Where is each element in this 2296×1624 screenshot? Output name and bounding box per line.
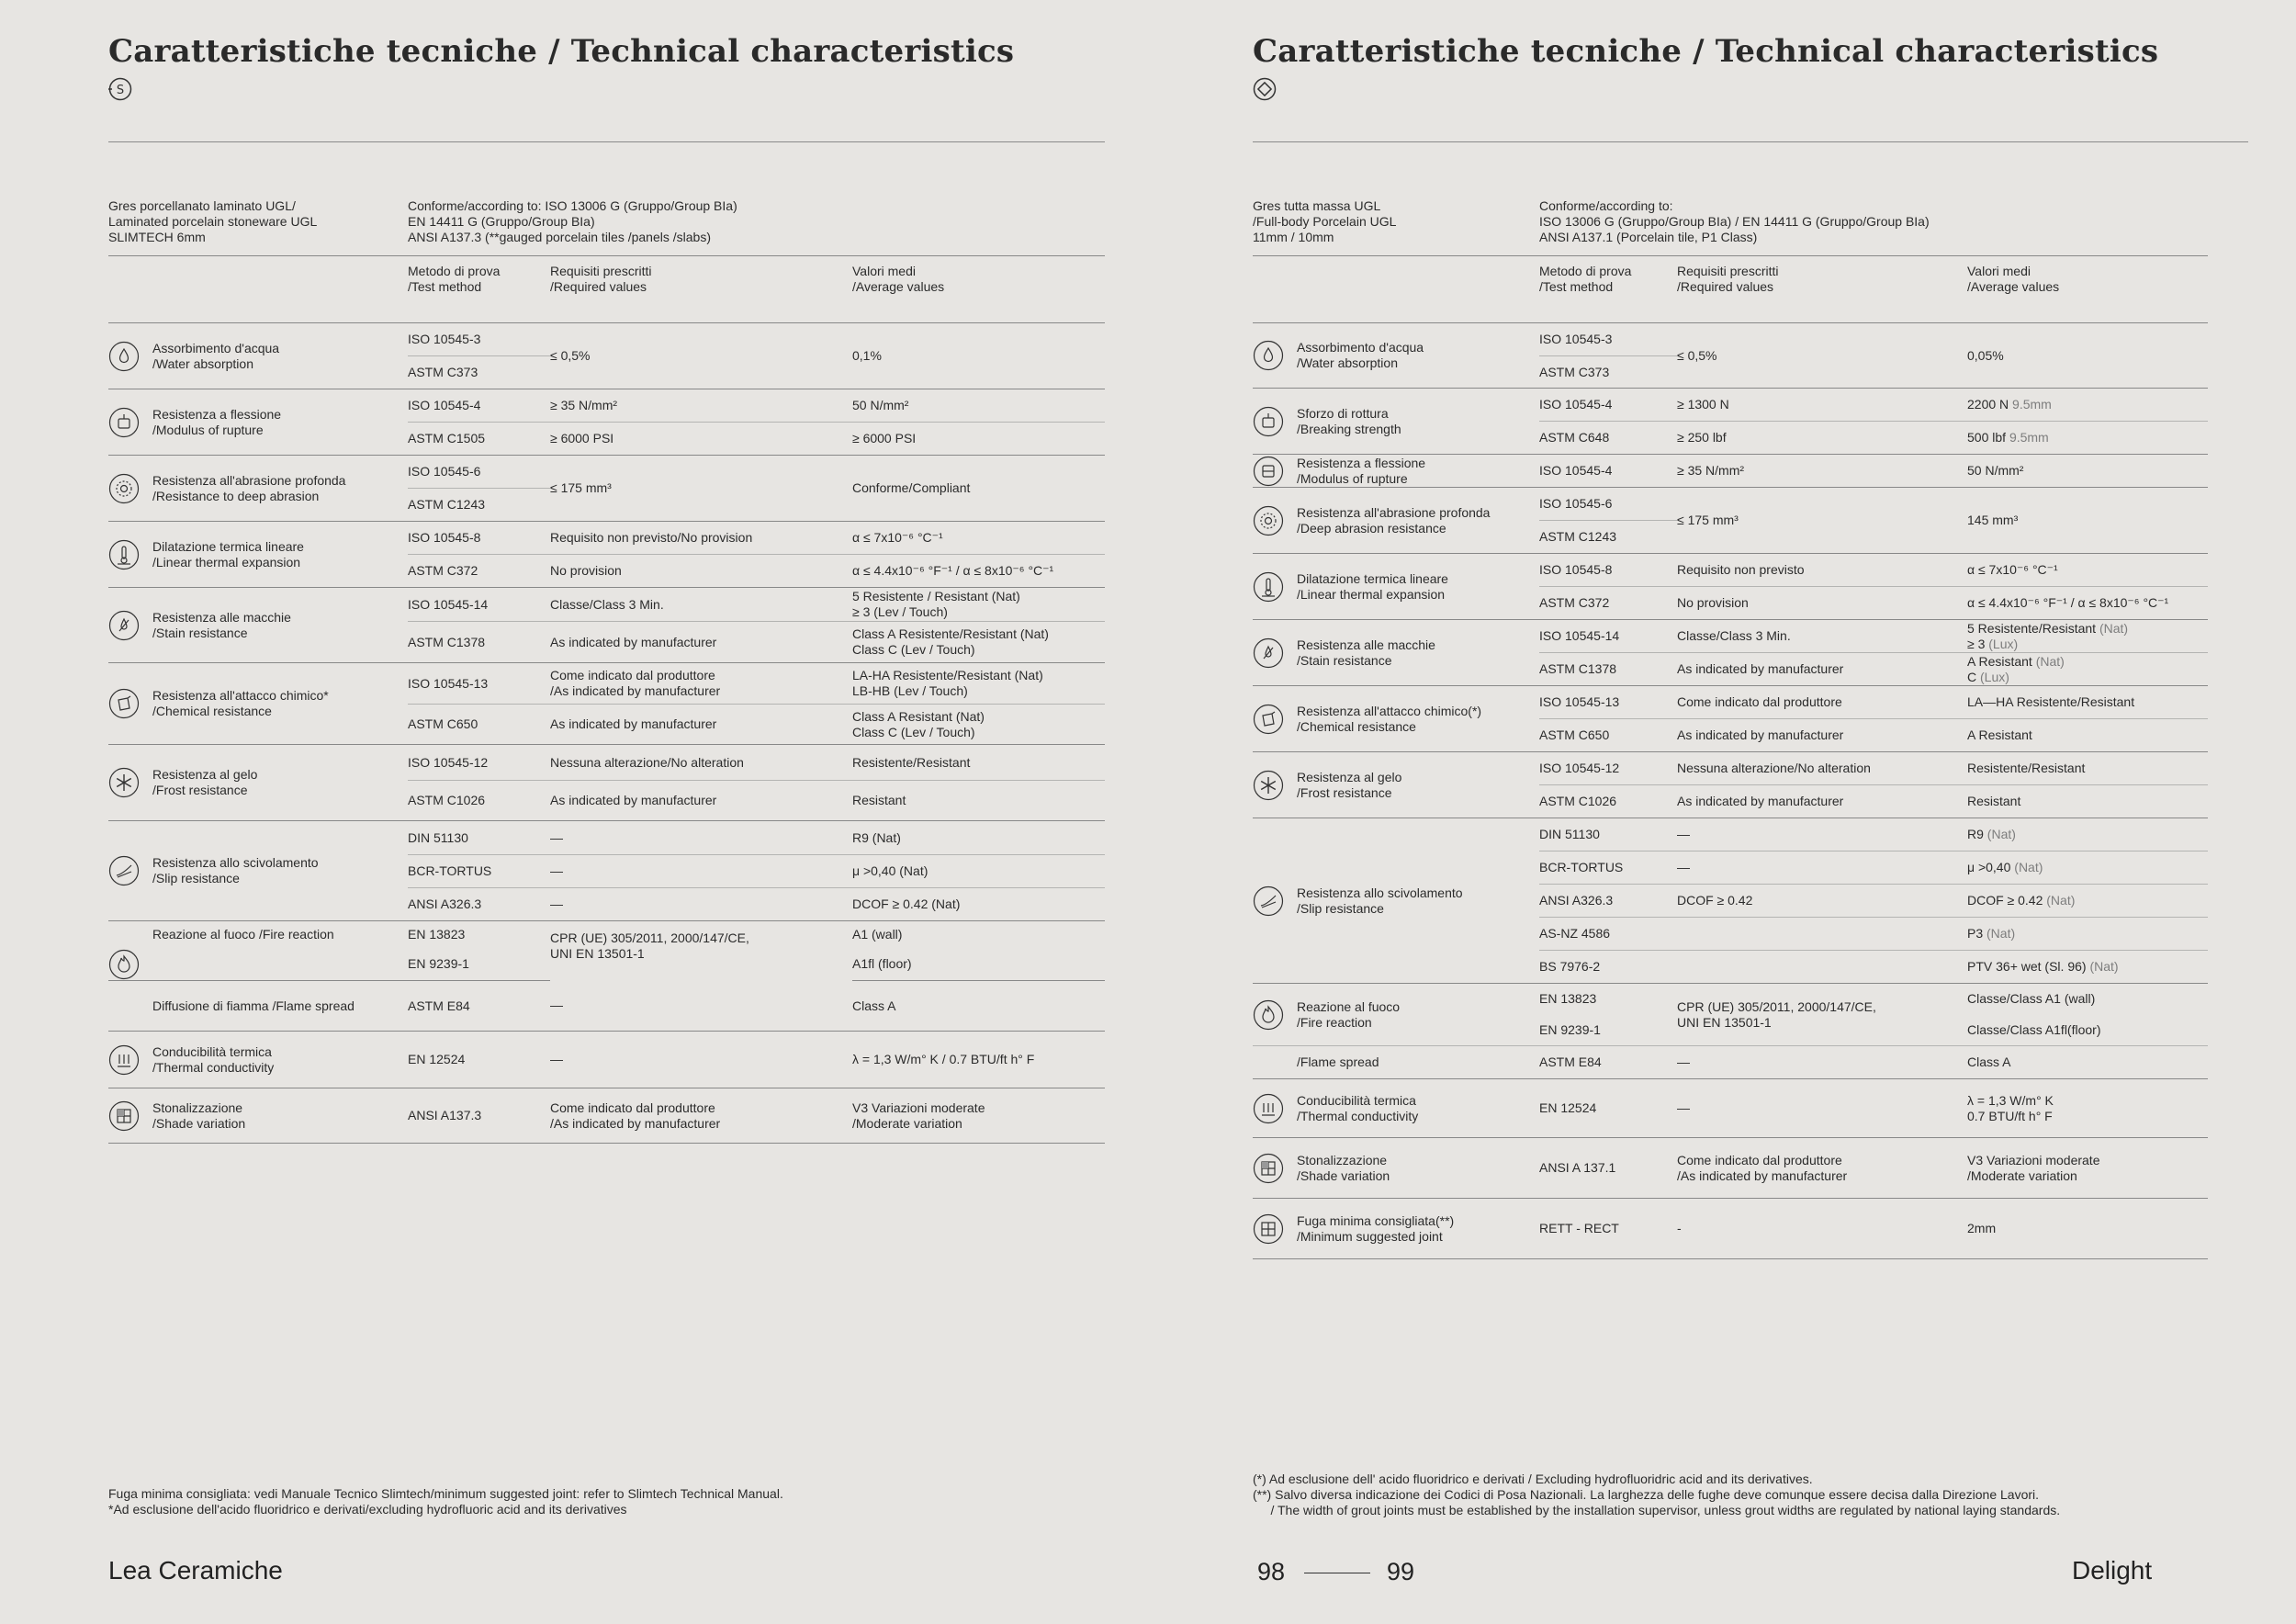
value: C xyxy=(1967,669,1977,684)
test-method: ANSI A137.3 xyxy=(408,1088,550,1144)
average-value: DCOF ≥ 0.42 (Nat) xyxy=(852,888,1105,921)
svg-text:S: S xyxy=(116,84,125,97)
average-value xyxy=(1967,653,2208,686)
table-row xyxy=(1253,389,2208,422)
average-value xyxy=(1967,422,2208,455)
test-method: ASTM E84 xyxy=(408,981,550,1032)
test-method: ISO 10545-8 xyxy=(1539,554,1677,587)
test-method: ISO 10545-13 xyxy=(1539,686,1677,719)
table-row xyxy=(108,456,1105,489)
average-value: Conforme/Compliant xyxy=(852,456,1105,522)
test-method: ANSI A 137.1 xyxy=(1539,1138,1677,1199)
product-description: Gres porcellanato laminato UGL/ Laminated porcelain stoneware UGL SLIMTECH 6mm xyxy=(108,195,408,256)
table-row xyxy=(108,745,1105,781)
table-row xyxy=(108,1032,1105,1088)
average-value: Classe/Class A1 (wall) xyxy=(1967,991,2096,1007)
property-label: Conducibilità termica /Thermal conductivity xyxy=(152,1043,275,1075)
test-method: ASTM C373 xyxy=(1539,356,1677,389)
value: μ >0,40 xyxy=(1967,860,2011,874)
flame-icon xyxy=(108,949,140,980)
value-note: (Nat) xyxy=(2035,653,2065,669)
water-drop-icon xyxy=(1253,340,1284,371)
required-value: — xyxy=(1677,851,1967,885)
value: 2200 N xyxy=(1967,397,2009,412)
required-value: — xyxy=(550,855,852,888)
average-value: V3 Variazioni moderate /Moderate variation xyxy=(1967,1138,2208,1199)
property-label: Resistenza allo scivolamento /Slip resistance xyxy=(1297,885,1463,916)
test-method: AS-NZ 4586 xyxy=(1539,918,1677,951)
value: DCOF ≥ 0.42 xyxy=(1967,893,2043,908)
standard-conformity: Conforme/according to: ISO 13006 G (Gruppo/Group BIa) / EN 14411 G (Gruppo/Group BIa) ANSI A137.1 (Porcelain tile, P1 Class) xyxy=(1539,195,2208,256)
required-value: DCOF ≥ 0.42 xyxy=(1677,885,1967,918)
required-value: Come indicato dal produttore /As indicated by manufacturer xyxy=(550,1088,852,1144)
test-method: ISO 10545-14 xyxy=(1539,620,1677,653)
average-value: V3 Variazioni moderate /Moderate variation xyxy=(852,1088,1105,1144)
product-description: Gres tutta massa UGL /Full-body Porcelain UGL 11mm / 10mm xyxy=(1253,195,1539,256)
average-value: λ = 1,3 W/m° K / 0.7 BTU/ft h° F xyxy=(852,1032,1105,1088)
property-label: Dilatazione termica lineare /Linear thermal expansion xyxy=(152,538,304,570)
conductivity-icon xyxy=(1253,1093,1284,1124)
test-method: EN 9239-1 xyxy=(408,949,550,981)
test-method: ASTM E84 xyxy=(1539,1046,1677,1079)
test-method: ISO 10545-12 xyxy=(408,745,550,781)
breaking-strength-icon xyxy=(1253,406,1284,437)
property-label: Resistenza all'abrasione profonda /Deep abrasion resistance xyxy=(1297,504,1491,536)
required-value: Requisito non previsto xyxy=(1677,554,1967,587)
property-label: Resistenza allo scivolamento /Slip resistance xyxy=(152,855,319,885)
col-test-method: Metodo di prova /Test method xyxy=(408,256,550,323)
test-method: BS 7976-2 xyxy=(1539,951,1677,984)
standard-conformity: Conforme/according to: ISO 13006 G (Gruppo/Group BIa) EN 14411 G (Gruppo/Group BIa) ANSI A137.3 (**gauged porcelain tiles /panels /slabs) xyxy=(408,195,1105,256)
chemical-icon xyxy=(108,688,140,719)
property-label: Reazione al fuoco /Fire reaction xyxy=(1297,998,1401,1030)
test-method: EN 12524 xyxy=(1539,1079,1677,1138)
value-note: (Lux) xyxy=(1980,669,2009,684)
required-value: As indicated by manufacturer xyxy=(1677,719,1967,752)
test-method: ISO 10545-4 xyxy=(408,389,550,423)
property-label: Stonalizzazione /Shade variation xyxy=(1297,1152,1390,1183)
required-value: ≥ 1300 N xyxy=(1677,389,1967,422)
conductivity-icon xyxy=(108,1044,140,1076)
test-method: DIN 51130 xyxy=(408,821,550,855)
value-note: (Nat) xyxy=(2089,959,2119,974)
test-method: ANSI A326.3 xyxy=(408,888,550,921)
test-method: EN 13823 xyxy=(1539,991,1597,1007)
average-value: 50 N/mm² xyxy=(1967,455,2208,488)
test-method: ISO 10545-8 xyxy=(408,522,550,555)
table-row xyxy=(1253,1199,2208,1259)
required-value: Nessuna alterazione/No alteration xyxy=(550,745,852,781)
brand-name: Lea Ceramiche xyxy=(108,1556,283,1585)
slip-icon xyxy=(108,855,140,886)
table-row xyxy=(1253,554,2208,587)
table-row xyxy=(108,921,1105,949)
average-value: α ≤ 7x10⁻⁶ °C⁻¹ xyxy=(1967,554,2208,587)
table-intro-row xyxy=(1253,195,2208,256)
property-label: Resistenza all'attacco chimico* /Chemical resistance xyxy=(152,688,329,718)
test-method: ASTM C650 xyxy=(408,705,550,745)
test-method: BCR-TORTUS xyxy=(1539,851,1677,885)
required-value: Nessuna alterazione/No alteration xyxy=(1677,752,1967,785)
table-row xyxy=(108,522,1105,555)
grout-joint-icon xyxy=(1253,1213,1284,1245)
average-value: 145 mm³ xyxy=(1967,488,2208,554)
right-page xyxy=(1253,0,2249,1624)
average-value: α ≤ 7x10⁻⁶ °C⁻¹ xyxy=(852,522,1105,555)
test-method: EN 9239-1 xyxy=(1539,1015,1677,1046)
left-page xyxy=(108,0,1105,1624)
abrasion-icon xyxy=(108,473,140,504)
value-note: 9.5mm xyxy=(2012,397,2052,412)
average-value: LA—HA Resistente/Resistant xyxy=(1967,686,2208,719)
table-row xyxy=(108,389,1105,423)
property-label: Resistenza alle macchie /Stain resistance xyxy=(152,609,291,640)
required-value: No provision xyxy=(1677,587,1967,620)
value: PTV 36+ wet (Sl. 96) xyxy=(1967,959,2087,974)
col-test-method: Metodo di prova /Test method xyxy=(1539,256,1677,323)
table-row xyxy=(1253,488,2208,521)
average-value: 50 N/mm² xyxy=(852,389,1105,423)
property-label: /Flame spread xyxy=(1253,1046,1539,1079)
snowflake-icon xyxy=(108,767,140,798)
table-row xyxy=(108,663,1105,705)
average-value: Resistente/Resistant xyxy=(852,745,1105,781)
table-row xyxy=(1253,818,2208,851)
specs-table-full-body xyxy=(1253,195,2208,1259)
table-row xyxy=(1253,1138,2208,1199)
required-value: Classe/Class 3 Min. xyxy=(1677,620,1967,653)
test-method: ISO 10545-13 xyxy=(408,663,550,705)
test-method: ISO 10545-12 xyxy=(1539,752,1677,785)
required-value: ≥ 250 lbf xyxy=(1677,422,1967,455)
footnote: Fuga minima consigliata: vedi Manuale Tecnico Slimtech/minimum suggested joint: refer to Slimtech Technical Manual. *Ad esclusione dell'acido fluoridrico e derivati/excluding hydrofluoric acid and its derivatives xyxy=(108,1486,783,1517)
required-value: ≥ 35 N/mm² xyxy=(550,389,852,423)
test-method: ASTM C1026 xyxy=(1539,785,1677,818)
property-label: Diffusione di fiamma /Flame spread xyxy=(108,981,408,1032)
test-method: ISO 10545-6 xyxy=(1539,488,1677,521)
average-value: Class A xyxy=(1967,1046,2208,1079)
required-value: — xyxy=(1677,1079,1967,1138)
average-value: 5 Resistente / Resistant (Nat) ≥ 3 (Lev / Touch) xyxy=(852,588,1105,622)
test-method: ASTM C1378 xyxy=(1539,653,1677,686)
col-average-values: Valori medi /Average values xyxy=(1967,256,2208,323)
required-value: ≤ 0,5% xyxy=(550,323,852,389)
required-value: Classe/Class 3 Min. xyxy=(550,588,852,622)
required-value: Come indicato dal produttore /As indicated by manufacturer xyxy=(550,663,852,705)
test-method: ANSI A326.3 xyxy=(1539,885,1677,918)
collection-name: Delight xyxy=(2072,1556,2153,1585)
test-method: ASTM C650 xyxy=(1539,719,1677,752)
test-method: ASTM C1378 xyxy=(408,622,550,663)
property-label: Stonalizzazione /Shade variation xyxy=(152,1100,246,1131)
average-value: Class A xyxy=(852,981,1105,1032)
value: 5 Resistente/Resistant xyxy=(1967,620,2097,636)
thermometer-icon xyxy=(1253,571,1284,603)
property-label: Conducibilità termica /Thermal conductivity xyxy=(1297,1092,1419,1123)
table-row xyxy=(1253,1079,2208,1138)
property-label: Resistenza al gelo /Frost resistance xyxy=(1297,769,1402,800)
property-label: Sforzo di rottura /Breaking strength xyxy=(1297,405,1401,436)
average-value: Class A Resistente/Resistant (Nat) Class C (Lev / Touch) xyxy=(852,622,1105,663)
test-method: ISO 10545-4 xyxy=(1539,389,1677,422)
average-value: LA-HA Resistente/Resistant (Nat) LB-HB (Lev / Touch) xyxy=(852,663,1105,705)
shade-icon xyxy=(108,1100,140,1132)
table-row xyxy=(1253,686,2208,719)
test-method: EN 12524 xyxy=(408,1032,550,1088)
average-value: A1fl (floor) xyxy=(852,949,1105,981)
page-number-right: 99 xyxy=(1387,1558,1415,1585)
test-method: ASTM C1243 xyxy=(408,489,550,522)
col-required-values: Requisiti prescritti /Required values xyxy=(550,256,852,323)
average-value xyxy=(1967,389,2208,422)
value-note: (Nat) xyxy=(2046,893,2076,908)
flame-icon xyxy=(1253,999,1284,1031)
specs-table-slimtech xyxy=(108,195,1105,1144)
required-value: — xyxy=(550,888,852,921)
slip-icon xyxy=(1253,885,1284,917)
col-average-values: Valori medi /Average values xyxy=(852,256,1105,323)
test-method: ASTM C648 xyxy=(1539,422,1677,455)
table-row xyxy=(1253,752,2208,785)
property-label: Assorbimento d'acqua /Water absorption xyxy=(152,340,280,371)
average-value: Resistant xyxy=(1967,785,2208,818)
test-method: ASTM C1026 xyxy=(408,781,550,821)
header-divider xyxy=(1253,141,2248,142)
property-label: Resistenza all'abrasione profonda /Resistance to deep abrasion xyxy=(152,472,346,503)
flexion-icon xyxy=(108,407,140,438)
required-value: ≥ 35 N/mm² xyxy=(1677,455,1967,488)
average-value: A1 (wall) xyxy=(852,927,903,942)
average-value xyxy=(1967,918,2208,951)
test-method: ISO 10545-4 xyxy=(1539,455,1677,488)
table-intro-row xyxy=(108,195,1105,256)
required-value: Come indicato dal produttore /As indicated by manufacturer xyxy=(1677,1138,1967,1199)
test-method: ASTM C372 xyxy=(408,555,550,588)
table-row xyxy=(1253,1046,2208,1079)
full-body-icon xyxy=(1253,77,1277,101)
average-value xyxy=(1967,885,2208,918)
average-value: 0,1% xyxy=(852,323,1105,389)
col-required-values: Requisiti prescritti /Required values xyxy=(1677,256,1967,323)
test-method: ASTM C373 xyxy=(408,356,550,389)
average-value: Resistant xyxy=(852,781,1105,821)
required-value: As indicated by manufacturer xyxy=(550,705,852,745)
column-header-row xyxy=(108,256,1105,323)
stain-icon xyxy=(108,610,140,641)
test-method: BCR-TORTUS xyxy=(408,855,550,888)
value-note: (Nat) xyxy=(1986,827,2016,841)
column-header-row xyxy=(1253,256,2208,323)
slimtech-icon xyxy=(108,77,132,101)
test-method: ISO 10545-3 xyxy=(1539,323,1677,356)
chemical-icon xyxy=(1253,704,1284,735)
value: A Resistant xyxy=(1967,653,2032,669)
average-value: Classe/Class A1fl(floor) xyxy=(1967,1015,2208,1046)
required-value: As indicated by manufacturer xyxy=(1677,653,1967,686)
average-value: α ≤ 4.4x10⁻⁶ °F⁻¹ / α ≤ 8x10⁻⁶ °C⁻¹ xyxy=(852,555,1105,588)
page-title: Caratteristiche tecniche / Technical characteristics xyxy=(1253,33,2159,70)
required-value: - xyxy=(1677,1199,1967,1259)
property-label: Resistenza a flessione /Modulus of rupture xyxy=(1297,455,1426,486)
table-row xyxy=(108,821,1105,855)
required-value: — xyxy=(1677,818,1967,851)
property-label: Resistenza al gelo /Frost resistance xyxy=(152,767,258,797)
average-value xyxy=(1967,951,2208,984)
test-method: RETT - RECT xyxy=(1539,1199,1677,1259)
test-method: ISO 10545-6 xyxy=(408,456,550,489)
required-value: Requisito non previsto/No provision xyxy=(550,522,852,555)
property-label: Resistenza alle macchie /Stain resistance xyxy=(1297,637,1435,668)
required-value: ≤ 0,5% xyxy=(1677,323,1967,389)
required-value: As indicated by manufacturer xyxy=(550,622,852,663)
average-value: λ = 1,3 W/m° K 0.7 BTU/ft h° F xyxy=(1967,1079,2208,1138)
property-label: Dilatazione termica lineare /Linear thermal expansion xyxy=(1297,570,1448,602)
page-number-left: 98 xyxy=(1257,1558,1286,1585)
required-value: No provision xyxy=(550,555,852,588)
abrasion-icon xyxy=(1253,505,1284,536)
required-value: As indicated by manufacturer xyxy=(1677,785,1967,818)
table-row xyxy=(108,981,1105,1032)
property-label: Reazione al fuoco /Fire reaction xyxy=(152,927,334,942)
required-value: — xyxy=(550,821,852,855)
property-label: Resistenza a flessione /Modulus of rupture xyxy=(152,406,282,437)
table-row xyxy=(1253,620,2208,653)
value-note: 9.5mm xyxy=(2009,430,2049,445)
test-method: EN 13823 xyxy=(408,927,466,942)
required-value: ≤ 175 mm³ xyxy=(550,456,852,522)
table-row xyxy=(108,588,1105,622)
required-value: — xyxy=(1677,1046,1967,1079)
table-row xyxy=(1253,455,2208,488)
water-drop-icon xyxy=(108,341,140,372)
average-value xyxy=(1967,851,2208,885)
average-value xyxy=(1967,818,2208,851)
table-row xyxy=(108,323,1105,356)
value: P3 xyxy=(1967,926,1984,941)
footnote: (*) Ad esclusione dell' acido fluoridrico e derivati / Excluding hydrofluoridric acid and its derivatives. (**) Salvo diversa indicazione dei Codici di Posa Nazionali. La larghezza delle fughe deve comunque essere decisa dalla Direzione Lavori. / The width of grout joints must be established by the installation supervisor, unless grout widths are regulated by national laying standards. xyxy=(1253,1472,2061,1517)
value: R9 xyxy=(1967,827,1984,841)
average-value: 0,05% xyxy=(1967,323,2208,389)
flexion-icon xyxy=(1253,456,1284,487)
test-method: ASTM C1243 xyxy=(1539,521,1677,554)
header-divider xyxy=(108,141,1105,142)
table-row xyxy=(1253,323,2208,356)
average-value: ≥ 6000 PSI xyxy=(852,423,1105,456)
required-value: CPR (UE) 305/2011, 2000/147/CE, UNI EN 13501-1 xyxy=(550,930,749,961)
value-note: (Nat) xyxy=(2099,620,2129,636)
table-row xyxy=(108,1088,1105,1144)
value-note: (Nat) xyxy=(1986,926,2016,941)
average-value: A Resistant xyxy=(1967,719,2208,752)
shade-icon xyxy=(1253,1153,1284,1184)
average-value: α ≤ 4.4x10⁻⁶ °F⁻¹ / α ≤ 8x10⁻⁶ °C⁻¹ xyxy=(1967,587,2208,620)
test-method: ASTM C372 xyxy=(1539,587,1677,620)
value: 500 lbf xyxy=(1967,430,2007,445)
test-method: ISO 10545-3 xyxy=(408,323,550,356)
average-value: R9 (Nat) xyxy=(852,821,1105,855)
value-note: (Lux) xyxy=(1988,636,2019,651)
average-value: Class A Resistant (Nat) Class C (Lev / Touch) xyxy=(852,705,1105,745)
table-row xyxy=(1253,984,2208,1015)
required-value: — xyxy=(550,981,852,1032)
average-value xyxy=(1967,620,2208,653)
required-value: Come indicato dal produttore xyxy=(1677,686,1967,719)
test-method: DIN 51130 xyxy=(1539,818,1677,851)
value-note: (Nat) xyxy=(2014,860,2043,874)
snowflake-icon xyxy=(1253,770,1284,801)
property-label: Resistenza all'attacco chimico(*) /Chemical resistance xyxy=(1297,703,1482,734)
property-label: Fuga minima consigliata(**) /Minimum suggested joint xyxy=(1297,1212,1455,1244)
test-method: ISO 10545-14 xyxy=(408,588,550,622)
required-value: CPR (UE) 305/2011, 2000/147/CE, UNI EN 13501-1 xyxy=(1677,984,1967,1046)
thermometer-icon xyxy=(108,539,140,570)
average-value: 2mm xyxy=(1967,1199,2208,1259)
test-method: ASTM C1505 xyxy=(408,423,550,456)
property-label: Assorbimento d'acqua /Water absorption xyxy=(1297,340,1424,370)
required-value: — xyxy=(550,1032,852,1088)
average-value: μ >0,40 (Nat) xyxy=(852,855,1105,888)
average-value: Resistente/Resistant xyxy=(1967,752,2208,785)
value: ≥ 3 xyxy=(1967,636,1986,651)
stain-icon xyxy=(1253,637,1284,669)
required-value: ≤ 175 mm³ xyxy=(1677,488,1967,554)
required-value: As indicated by manufacturer xyxy=(550,781,852,821)
required-value: ≥ 6000 PSI xyxy=(550,423,852,456)
page-title: Caratteristiche tecniche / Technical characteristics xyxy=(108,33,1015,70)
